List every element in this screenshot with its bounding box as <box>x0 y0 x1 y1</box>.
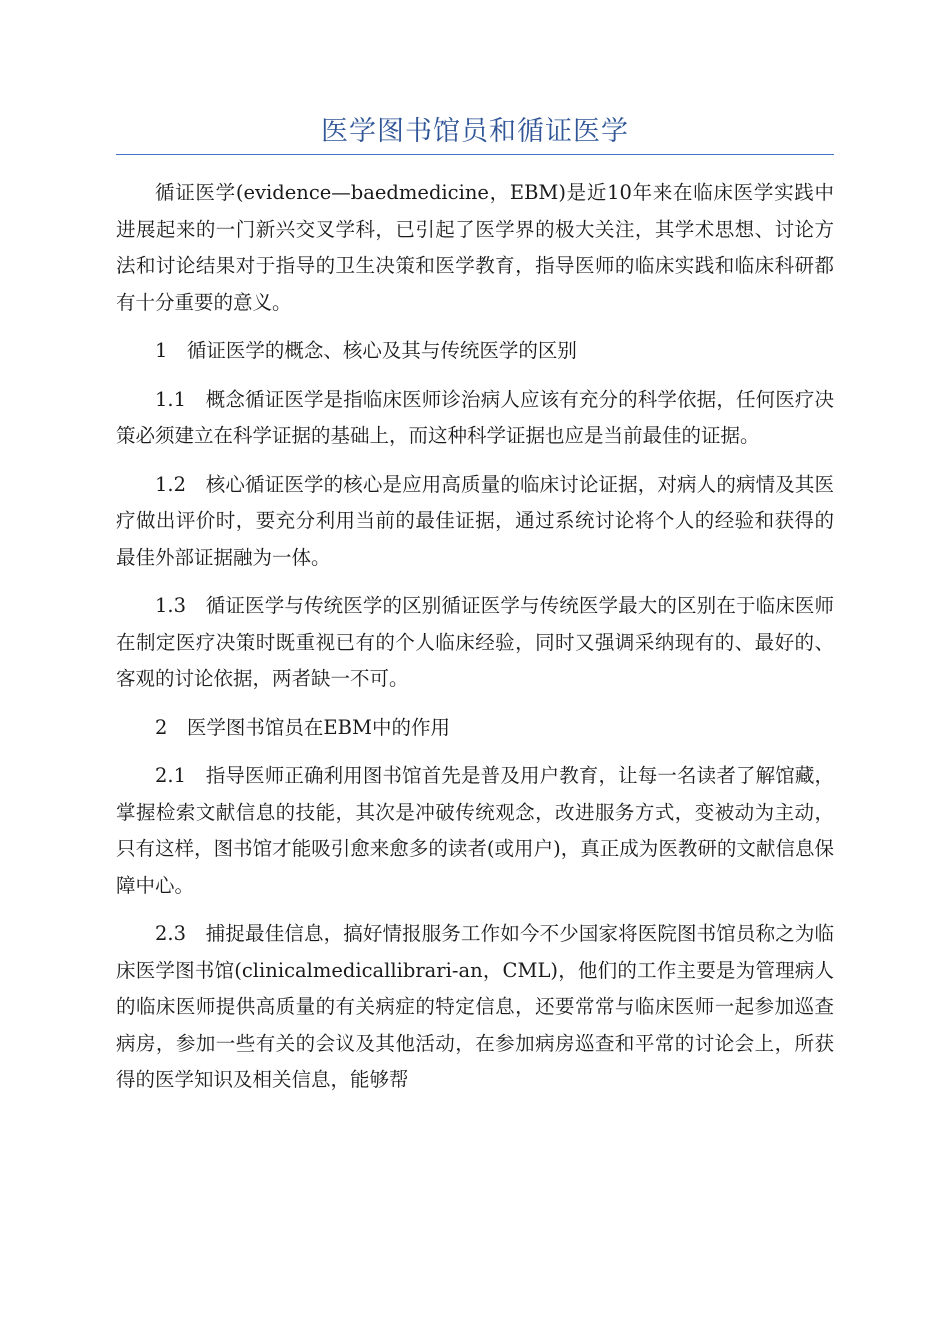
paragraph-2-1: 2.1 指导医师正确利用图书馆首先是普及用户教育，让每一名读者了解馆藏，掌握检索文献信息的技能，其次是冲破传统观念，改进服务方式，变被动为主动，只有这样，图书馆才能吸引愈来愈多的读者(或用户)，真正成为医教研的文献信息保障中心。 <box>116 764 834 897</box>
title-underline <box>116 154 834 155</box>
section-heading-2: 2 医学图书馆员在EBM中的作用 <box>155 715 450 739</box>
document-body <box>116 175 834 1111</box>
paragraph-2-3: 2.3 捕捉最佳信息，搞好情报服务工作如今不少国家将医院图书馆员称之为临床医学图书馆(clinicalmedicallibrari-an，CML)，他们的工作主要是为管理病人的临床医师提供高质量的有关病症的特定信息，还要常常与临床医师一起参加巡查病房，参加一些有关的会议及其他活动，在参加病房巡查和平常的讨论会上，所获得的医学知识及相关信息，能够帮 <box>116 922 834 1091</box>
paragraph-intro: 循证医学(evidence—baedmedicine，EBM)是近10年来在临床医学实践中进展起来的一门新兴交叉学科，已引起了医学界的极大关注，其学术思想、讨论方法和讨论结果对于指导的卫生决策和医学教育，指导医师的临床实践和临床科研都有十分重要的意义。 <box>116 181 834 314</box>
paragraph-1-1: 1.1 概念循证医学是指临床医师诊治病人应该有充分的科学依据，任何医疗决策必须建立在科学证据的基础上，而这种科学证据也应是当前最佳的证据。 <box>116 387 834 447</box>
document-title: 医学图书馆员和循证医学 <box>321 116 629 147</box>
paragraph-1-2: 1.2 核心循证医学的核心是应用高质量的临床讨论证据，对病人的病情及其医疗做出评价时，要充分利用当前的最佳证据，通过系统讨论将个人的经验和获得的最佳外部证据融为一体。 <box>116 472 834 569</box>
section-heading-1: 1 循证医学的概念、核心及其与传统医学的区别 <box>155 339 577 362</box>
paragraph-1-3: 1.3 循证医学与传统医学的区别循证医学与传统医学最大的区别在于临床医师在制定医疗决策时既重视已有的个人临床经验，同时又强调采纳现有的、最好的、客观的讨论依据，两者缺一不可。 <box>116 594 834 690</box>
